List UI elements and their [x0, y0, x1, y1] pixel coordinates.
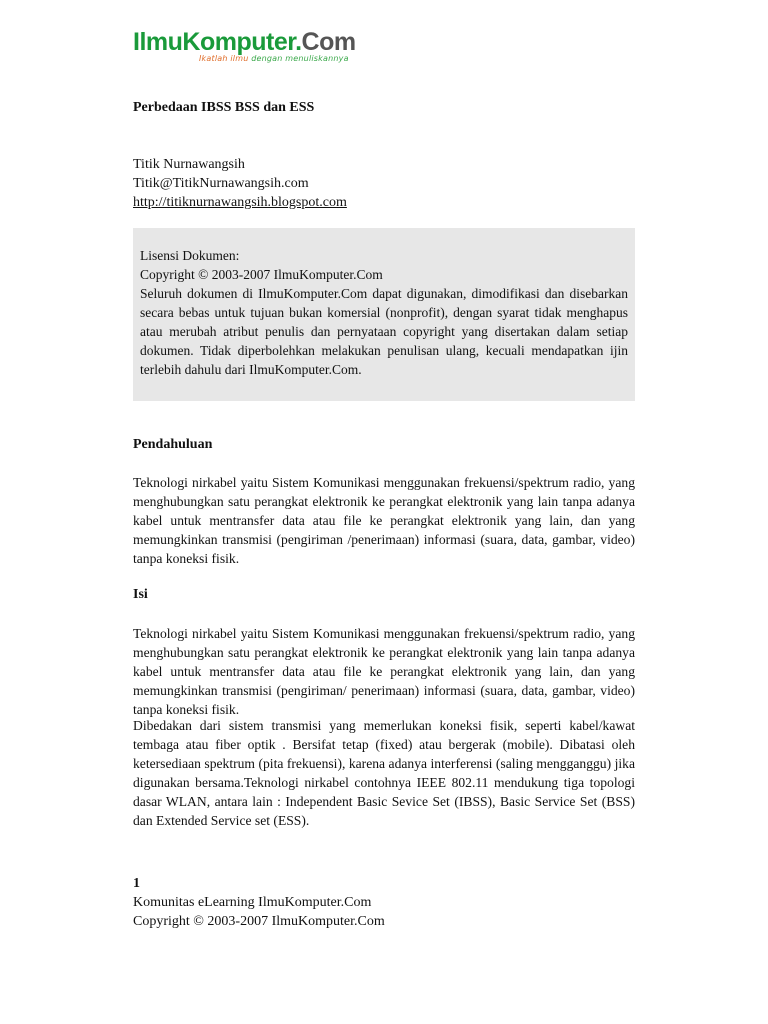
license-box	[133, 228, 635, 401]
footer-copyright: Copyright © 2003-2007 IlmuKomputer.Com	[133, 914, 385, 929]
document-title: Perbedaan IBSS BSS dan ESS	[133, 100, 315, 115]
page-number: 1	[133, 876, 140, 891]
logo-name-com: Com	[301, 28, 356, 56]
logo-wordmark	[133, 28, 356, 56]
logo-tagline-part2: dengan menuliskannya	[251, 54, 349, 63]
author-url-link[interactable]: http://titiknurnawangsih.blogspot.com	[133, 195, 347, 210]
page-footer	[133, 874, 385, 931]
footer-community: Komunitas eLearning IlmuKomputer.Com	[133, 895, 372, 910]
license-copyright: Copyright © 2003-2007 IlmuKomputer.Com	[140, 267, 383, 282]
logo-name-dot: .	[295, 28, 302, 56]
body-paragraph-2: Dibedakan dari sistem transmisi yang memerlukan koneksi fisik, seperti kabel/kawat tembaga atau fiber optik . Bersifat tetap (fixed) atau bergerak (mobile). Dibatasi oleh ketersediaan spektrum (pita frekuensi), karena adanya interferensi (saling mengganggu) jika digunakan bersama.Teknologi nirkabel contohnya IEEE 802.11 mendukung tiga topologi dasar WLAN, antara lain : Independent Basic Sevice Set (IBSS), Basic Service Set (BSS) dan Extended Service set (ESS).	[133, 718, 635, 828]
logo-tagline-part1: Ikatlah ilmu	[199, 54, 252, 63]
logo-tagline	[199, 54, 349, 63]
author-name: Titik Nurnawangsih	[133, 157, 245, 172]
site-logo	[133, 28, 356, 63]
intro-paragraph: Teknologi nirkabel yaitu Sistem Komunikasi menggunakan frekuensi/spektrum radio, yang menghubungkan satu perangkat elektronik ke perangkat elektronik yang lain tanpa adanya kabel untuk mentransfer data atau file ke perangkat elektronik yang lain, dan yang memungkinkan transmisi (pengiriman /penerimaan) informasi (suara, data, gambar, video) tanpa koneksi fisik.	[133, 475, 635, 566]
intro-heading: Pendahuluan	[133, 437, 213, 452]
body-paragraph-1: Teknologi nirkabel yaitu Sistem Komunikasi menggunakan frekuensi/spektrum radio, yang menghubungkan satu perangkat elektronik ke perangkat elektronik yang lain tanpa adanya kabel untuk mentransfer data atau file ke perangkat elektronik yang lain, dan yang memungkinkan transmisi (pengiriman/ penerimaan) informasi (suara, data, gambar, video) tanpa koneksi fisik.	[133, 626, 635, 717]
license-heading: Lisensi Dokumen:	[140, 248, 240, 263]
logo-name-main: IlmuKomputer	[133, 28, 296, 56]
author-email: Titik@TitikNurnawangsih.com	[133, 176, 309, 191]
body-heading: Isi	[133, 587, 148, 602]
author-block	[133, 155, 347, 212]
license-text: Seluruh dokumen di IlmuKomputer.Com dapat digunakan, dimodifikasi dan disebarkan secara bebas untuk tujuan bukan komersial (nonprofit), dengan syarat tidak menghapus atau merubah atribut penulis dan pernyataan copyright yang disertakan dalam setiap dokumen. Tidak diperbolehkan melakukan penulisan ulang, kecuali mendapatkan ijin terlebih dahulu dari IlmuKomputer.Com.	[140, 286, 628, 377]
